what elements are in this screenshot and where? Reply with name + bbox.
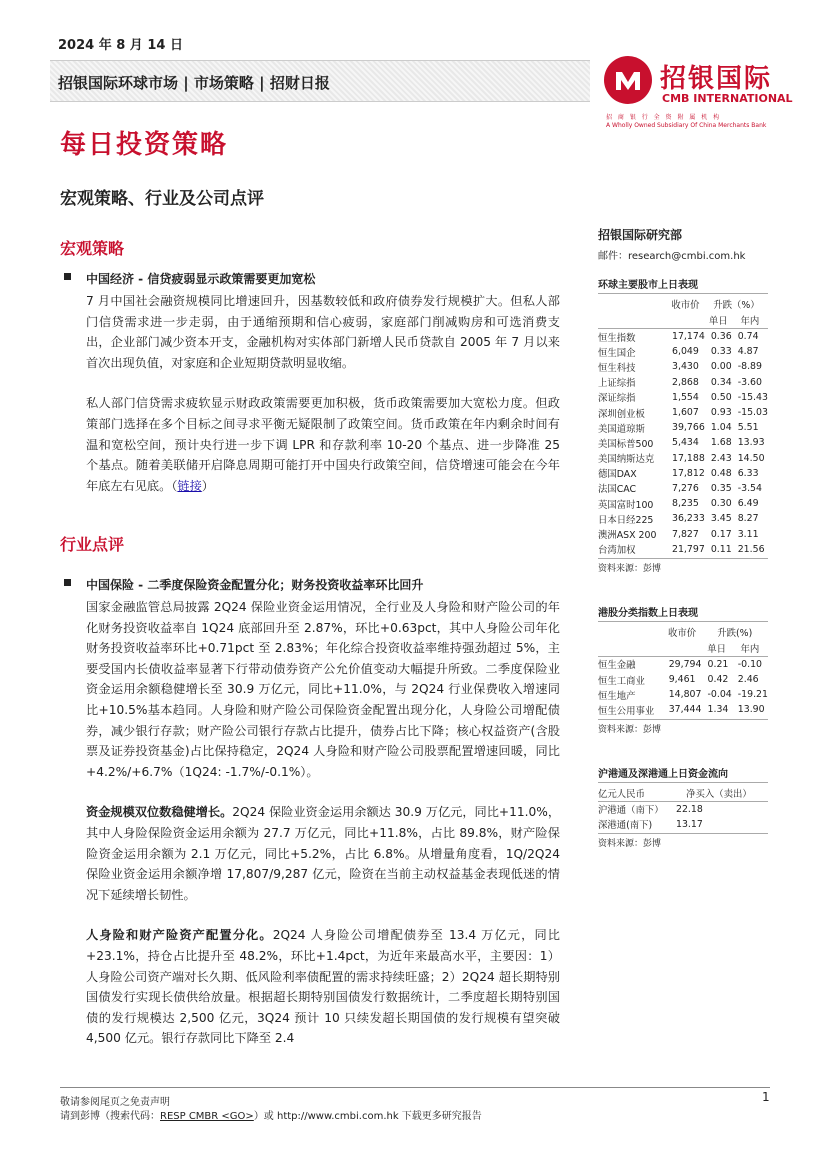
global-cell-name: 美国纳斯达克 xyxy=(598,454,655,466)
global-cell-day: 0.33 xyxy=(710,346,732,358)
hk-cell-name: 恒生金融 xyxy=(598,660,636,672)
global-cell-day: 0.50 xyxy=(710,391,732,403)
global-cell-name: 恒生指数 xyxy=(598,332,636,344)
global-col-change: 升跌（%） xyxy=(713,300,760,311)
industry-paragraph-3-text: 2Q24 人身险公司增配债券至 13.4 万亿元，同比+23.1%，持仓占比提升至 48.2%，环比+1.4pct，为近年来最高水平，主要因：1）人身险公司资产端对长久期、低风险利率债配置的需求持续旺盛；2）2Q24 超长期特别国债发行实现长债供给放量。根据超长期特别国债发行数据统计，二季度超长期特别国债的发行规模达 2,500 亿元，3Q24 预计 10 只续发超长期国债的发行规模有望突破 4,500 亿元。银行存款同比下降至 2.4 xyxy=(86,928,560,1046)
global-cell-close: 6,049 xyxy=(672,346,699,358)
hk-cell-day: -0.04 xyxy=(707,689,732,701)
report-date: 2024 年 8 月 14 日 xyxy=(58,38,183,53)
hk-cell-close: 37,444 xyxy=(668,704,702,716)
global-cell-name: 深圳创业板 xyxy=(598,408,645,420)
global-cell-name: 上证综指 xyxy=(598,378,636,390)
footer-disclaimer: 敬请参阅尾页之免责声明 xyxy=(60,1097,170,1108)
global-cell-name: 澳洲ASX 200 xyxy=(598,530,657,542)
global-cell-ytd: -3.60 xyxy=(737,376,762,388)
global-markets-table xyxy=(598,276,768,574)
section-industry: 行业点评 xyxy=(60,535,125,554)
global-cell-ytd: -15.43 xyxy=(737,391,768,403)
global-row xyxy=(598,390,768,405)
global-cell-ytd: 8.27 xyxy=(737,513,759,525)
global-row xyxy=(598,344,768,359)
industry-paragraph-3-lead: 人身险和财产险资产配置分化。 xyxy=(86,928,273,943)
global-cell-close: 1,554 xyxy=(672,391,699,403)
flow-source: 资料来源：彭博 xyxy=(598,833,768,849)
flow-cell-name: 沪港通（南下） xyxy=(598,805,664,817)
industry-content xyxy=(60,576,560,1049)
global-cell-ytd: 0.74 xyxy=(737,331,759,343)
page-subtitle: 宏观策略、行业及公司点评 xyxy=(60,189,264,209)
email-label: 邮件： xyxy=(598,251,628,262)
flow-table-title: 沪港通及深港通上日资金流向 xyxy=(598,765,768,783)
email-address[interactable]: research@cmbi.com.hk xyxy=(628,251,746,262)
global-cell-close: 8,235 xyxy=(672,498,699,510)
global-cell-name: 台湾加权 xyxy=(598,545,636,557)
global-cell-day: 0.17 xyxy=(710,528,732,540)
global-cell-ytd: 6.49 xyxy=(737,498,759,510)
global-cell-ytd: 5.51 xyxy=(737,422,759,434)
research-dept: 招银国际研究部 xyxy=(598,228,683,242)
global-cell-day: 0.35 xyxy=(710,482,732,494)
global-cell-close: 21,797 xyxy=(672,543,705,555)
global-cell-name: 德国DAX xyxy=(598,469,637,481)
global-cell-day: 3.45 xyxy=(710,513,732,525)
hk-col-close: 收市价 xyxy=(668,627,697,639)
banner-text: 招银国际环球市场 | 市场策略 | 招财日报 xyxy=(58,74,330,92)
global-row xyxy=(598,435,768,450)
flow-cell-value: 13.17 xyxy=(676,818,703,830)
global-row xyxy=(598,359,768,374)
global-row xyxy=(598,375,768,390)
global-cell-day: 2.43 xyxy=(710,452,732,464)
macro-paragraph-2 xyxy=(60,393,560,496)
global-cell-ytd: 3.11 xyxy=(737,528,759,540)
flow-cell-value: 22.18 xyxy=(676,803,703,815)
page-number: 1 xyxy=(762,1090,770,1104)
global-cell-name: 深证综指 xyxy=(598,393,636,405)
global-cell-close: 17,188 xyxy=(672,452,705,464)
global-row xyxy=(598,542,768,557)
hk-row xyxy=(598,687,768,702)
global-col-ytd: 年内 xyxy=(740,316,760,327)
global-cell-name: 恒生科技 xyxy=(598,362,636,374)
global-cell-day: 0.30 xyxy=(710,498,732,510)
hk-cell-day: 0.21 xyxy=(707,658,729,670)
hk-row xyxy=(598,656,768,672)
global-cell-ytd: 13.93 xyxy=(737,437,765,449)
flow-row xyxy=(598,801,768,817)
global-cell-close: 3,430 xyxy=(672,361,699,373)
hk-sector-table xyxy=(598,604,768,735)
global-cell-close: 1,607 xyxy=(672,407,699,419)
global-row xyxy=(598,405,768,420)
global-cell-close: 2,868 xyxy=(672,376,699,388)
section-macro: 宏观策略 xyxy=(60,239,125,258)
hk-cell-ytd: -19.21 xyxy=(737,689,768,701)
global-row xyxy=(598,511,768,526)
global-cell-close: 17,812 xyxy=(672,467,705,479)
global-source: 资料来源：彭博 xyxy=(598,558,768,574)
global-cell-ytd: -3.54 xyxy=(737,482,762,494)
flow-cell-name: 深港通(南下) xyxy=(598,820,653,832)
industry-bullet-title: 中国保险 - 二季度保险资金配置分化；财务投资收益率环比回升 xyxy=(60,576,560,593)
flow-row xyxy=(598,817,768,832)
global-row xyxy=(598,420,768,435)
cmbi-logo-icon xyxy=(604,56,652,104)
global-cell-name: 英国富时100 xyxy=(598,499,654,511)
global-cell-close: 36,233 xyxy=(672,513,705,525)
hk-col-change: 升跌(%) xyxy=(717,627,753,639)
hk-col-day: 单日 xyxy=(707,643,727,655)
page-title: 每日投资策略 xyxy=(60,130,229,160)
footer-download-prefix: 请到彭博（搜索代码： xyxy=(60,1111,160,1122)
hk-cell-ytd: -0.10 xyxy=(737,658,763,670)
industry-paragraph-1: 国家金融监管总局披露 2Q24 保险业资金运用情况，全行业及人身险和财产险公司的年化财务投资收益率自 1Q24 底部回升至 2.87%，环比+0.63pct，其中人身险公司年化财务投资收益率环比+0.71pct 至 2.83%；年化综合投资收益率维持强劲超过 5%，主要受国内长债收益率显著下行带动债券资产公允价值变动大幅提升所致。二季度保险业资金运用余额稳健增长至 30.9 万亿元，同比+11.0%，与 2Q24 行业保费收入增速同比+10.5%基本趋同。人身险和财产险公司保险资金配置出现分化，人身险公司增配债券，减少银行存款；财产险公司银行存款占比提升，债券占比下降；核心权益资产(含股票及证券投资基金)占比保持稳定，2Q24 人身险和财产险公司股票配置增速回暖，同比+4.2%/+6.7%（1Q24: -1.7%/-0.1%）。 xyxy=(86,600,560,779)
flow-col-unit: 亿元人民币 xyxy=(598,788,645,800)
global-cell-ytd: -8.89 xyxy=(737,361,762,373)
hk-cell-close: 9,461 xyxy=(668,674,696,686)
global-cell-day: 0.00 xyxy=(710,361,732,373)
global-cell-name: 法国CAC xyxy=(598,484,637,496)
hk-cell-close: 29,794 xyxy=(668,658,702,670)
global-cell-ytd: 6.33 xyxy=(737,467,759,479)
global-cell-ytd: 14.50 xyxy=(737,452,765,464)
global-cell-close: 5,434 xyxy=(672,437,699,449)
cmbi-logo xyxy=(604,56,804,136)
global-cell-name: 日本日经225 xyxy=(598,514,654,526)
global-col-name xyxy=(598,296,666,312)
global-cell-name: 美国标普500 xyxy=(598,438,654,450)
hk-row xyxy=(598,702,768,717)
global-cell-ytd: 4.87 xyxy=(737,346,759,358)
hk-cell-close: 14,807 xyxy=(668,689,702,701)
global-cell-day: 0.11 xyxy=(710,543,732,555)
logo-chinese: 招银国际 xyxy=(660,64,773,94)
hk-source: 资料来源：彭博 xyxy=(598,719,768,735)
sidebar xyxy=(598,226,768,849)
macro-paragraph-1: 7 月中国社会融资规模同比增速回升，因基数较低和政府债券发行规模扩大。但私人部门信贷需求进一步走弱，由于通缩预期和信心疲弱，家庭部门削减购房和可选消费支出，企业部门减少资本开支，金融机构对实体部门新增人民币贷款自 2005 年 7 月以来首次出现负值，对家庭和企业短期贷款明显收缩。 xyxy=(86,294,560,370)
industry-paragraph-2-lead: 资金规模双位数稳健增长。 xyxy=(86,805,233,820)
hk-cell-name: 恒生公用事业 xyxy=(598,705,655,717)
footer-divider xyxy=(60,1087,770,1088)
hk-col-ytd: 年内 xyxy=(740,643,760,655)
footer-download-suffix: ）或 http://www.cmbi.com.hk 下载更多研究报告 xyxy=(253,1111,482,1122)
hk-table-title: 港股分类指数上日表现 xyxy=(598,604,768,622)
global-row xyxy=(598,329,768,345)
global-row xyxy=(598,451,768,466)
logo-subtitle-en: A Wholly Owned Subsidiary Of China Merchants Bank xyxy=(606,122,767,129)
global-row xyxy=(598,526,768,541)
logo-subtitle-cn: 招 商 银 行 全 资 附 属 机 构 xyxy=(606,114,722,121)
industry-paragraph-3 xyxy=(60,925,560,1049)
flow-col-net: 净买入（卖出） xyxy=(686,788,752,800)
global-cell-close: 7,276 xyxy=(672,482,699,494)
global-cell-ytd: 21.56 xyxy=(737,543,765,555)
hk-row xyxy=(598,672,768,687)
industry-paragraph-2 xyxy=(60,802,560,905)
industry-paragraph-2-text: 2Q24 保险业资金运用余额达 30.9 万亿元，同比+11.0%，其中人身险保险资金运用余额为 27.7 万亿元，同比+11.8%，占比 89.8%，财产险保险资金运用余额为 2.1 万亿元，同比+5.2%，占比 6.8%。从增量角度看，1Q/2Q24 保险业资金运用余额净增 17,807/9,287 亿元，险资在当前主动权益基金表现低迷的情况下延续增长韧性。 xyxy=(86,805,561,902)
global-col-close: 收市价 xyxy=(671,300,700,311)
hk-cell-name: 恒生工商业 xyxy=(598,675,645,687)
hk-cell-day: 1.34 xyxy=(707,704,729,716)
logo-english: CMB INTERNATIONAL xyxy=(662,92,793,105)
hk-cell-day: 0.42 xyxy=(707,674,729,686)
macro-content xyxy=(60,270,560,496)
global-cell-close: 39,766 xyxy=(672,422,705,434)
footer-download xyxy=(60,1107,482,1122)
global-cell-day: 0.48 xyxy=(710,467,732,479)
hk-cell-ytd: 2.46 xyxy=(737,674,759,686)
global-col-day: 单日 xyxy=(708,316,728,327)
global-row xyxy=(598,466,768,481)
macro-link[interactable]: 链接 xyxy=(177,478,202,493)
global-cell-day: 0.93 xyxy=(710,407,732,419)
global-cell-day: 1.68 xyxy=(710,437,732,449)
global-cell-close: 7,827 xyxy=(672,528,699,540)
global-cell-day: 0.34 xyxy=(710,376,732,388)
macro-paragraph-2-text: 私人部门信贷需求疲软显示财政政策需要更加积极，货币政策需要加大宽松力度。但政策部门选择在多个目标之间寻求平衡无疑限制了政策空间。货币政策在年内剩余时间有温和宽松空间，预计央行进一步下调 LPR 和存款利率 10-20 个基点、进一步降准 25 个基点。随着美联储开启降息周期可能打开中国央行政策空间，信贷增速可能会在今年年底左右见底。（ xyxy=(86,396,560,493)
global-cell-day: 0.36 xyxy=(710,331,732,343)
bloomberg-code: RESP CMBR <GO> xyxy=(160,1111,254,1122)
hk-cell-ytd: 13.90 xyxy=(737,704,765,716)
global-cell-close: 17,174 xyxy=(672,331,705,343)
macro-bullet-title: 中国经济 - 信贷疲弱显示政策需要更加宽松 xyxy=(60,270,560,287)
global-cell-name: 美国道琼斯 xyxy=(598,423,645,435)
hk-cell-name: 恒生地产 xyxy=(598,690,636,702)
global-row xyxy=(598,496,768,511)
global-cell-name: 恒生国企 xyxy=(598,347,636,359)
global-table-title: 环球主要股市上日表现 xyxy=(598,276,768,294)
global-row xyxy=(598,481,768,496)
macro-paragraph-2-end: ） xyxy=(201,478,214,493)
global-cell-day: 1.04 xyxy=(710,422,732,434)
global-cell-ytd: -15.03 xyxy=(737,407,768,419)
connect-flow-table xyxy=(598,765,768,849)
contact-email xyxy=(598,247,768,262)
